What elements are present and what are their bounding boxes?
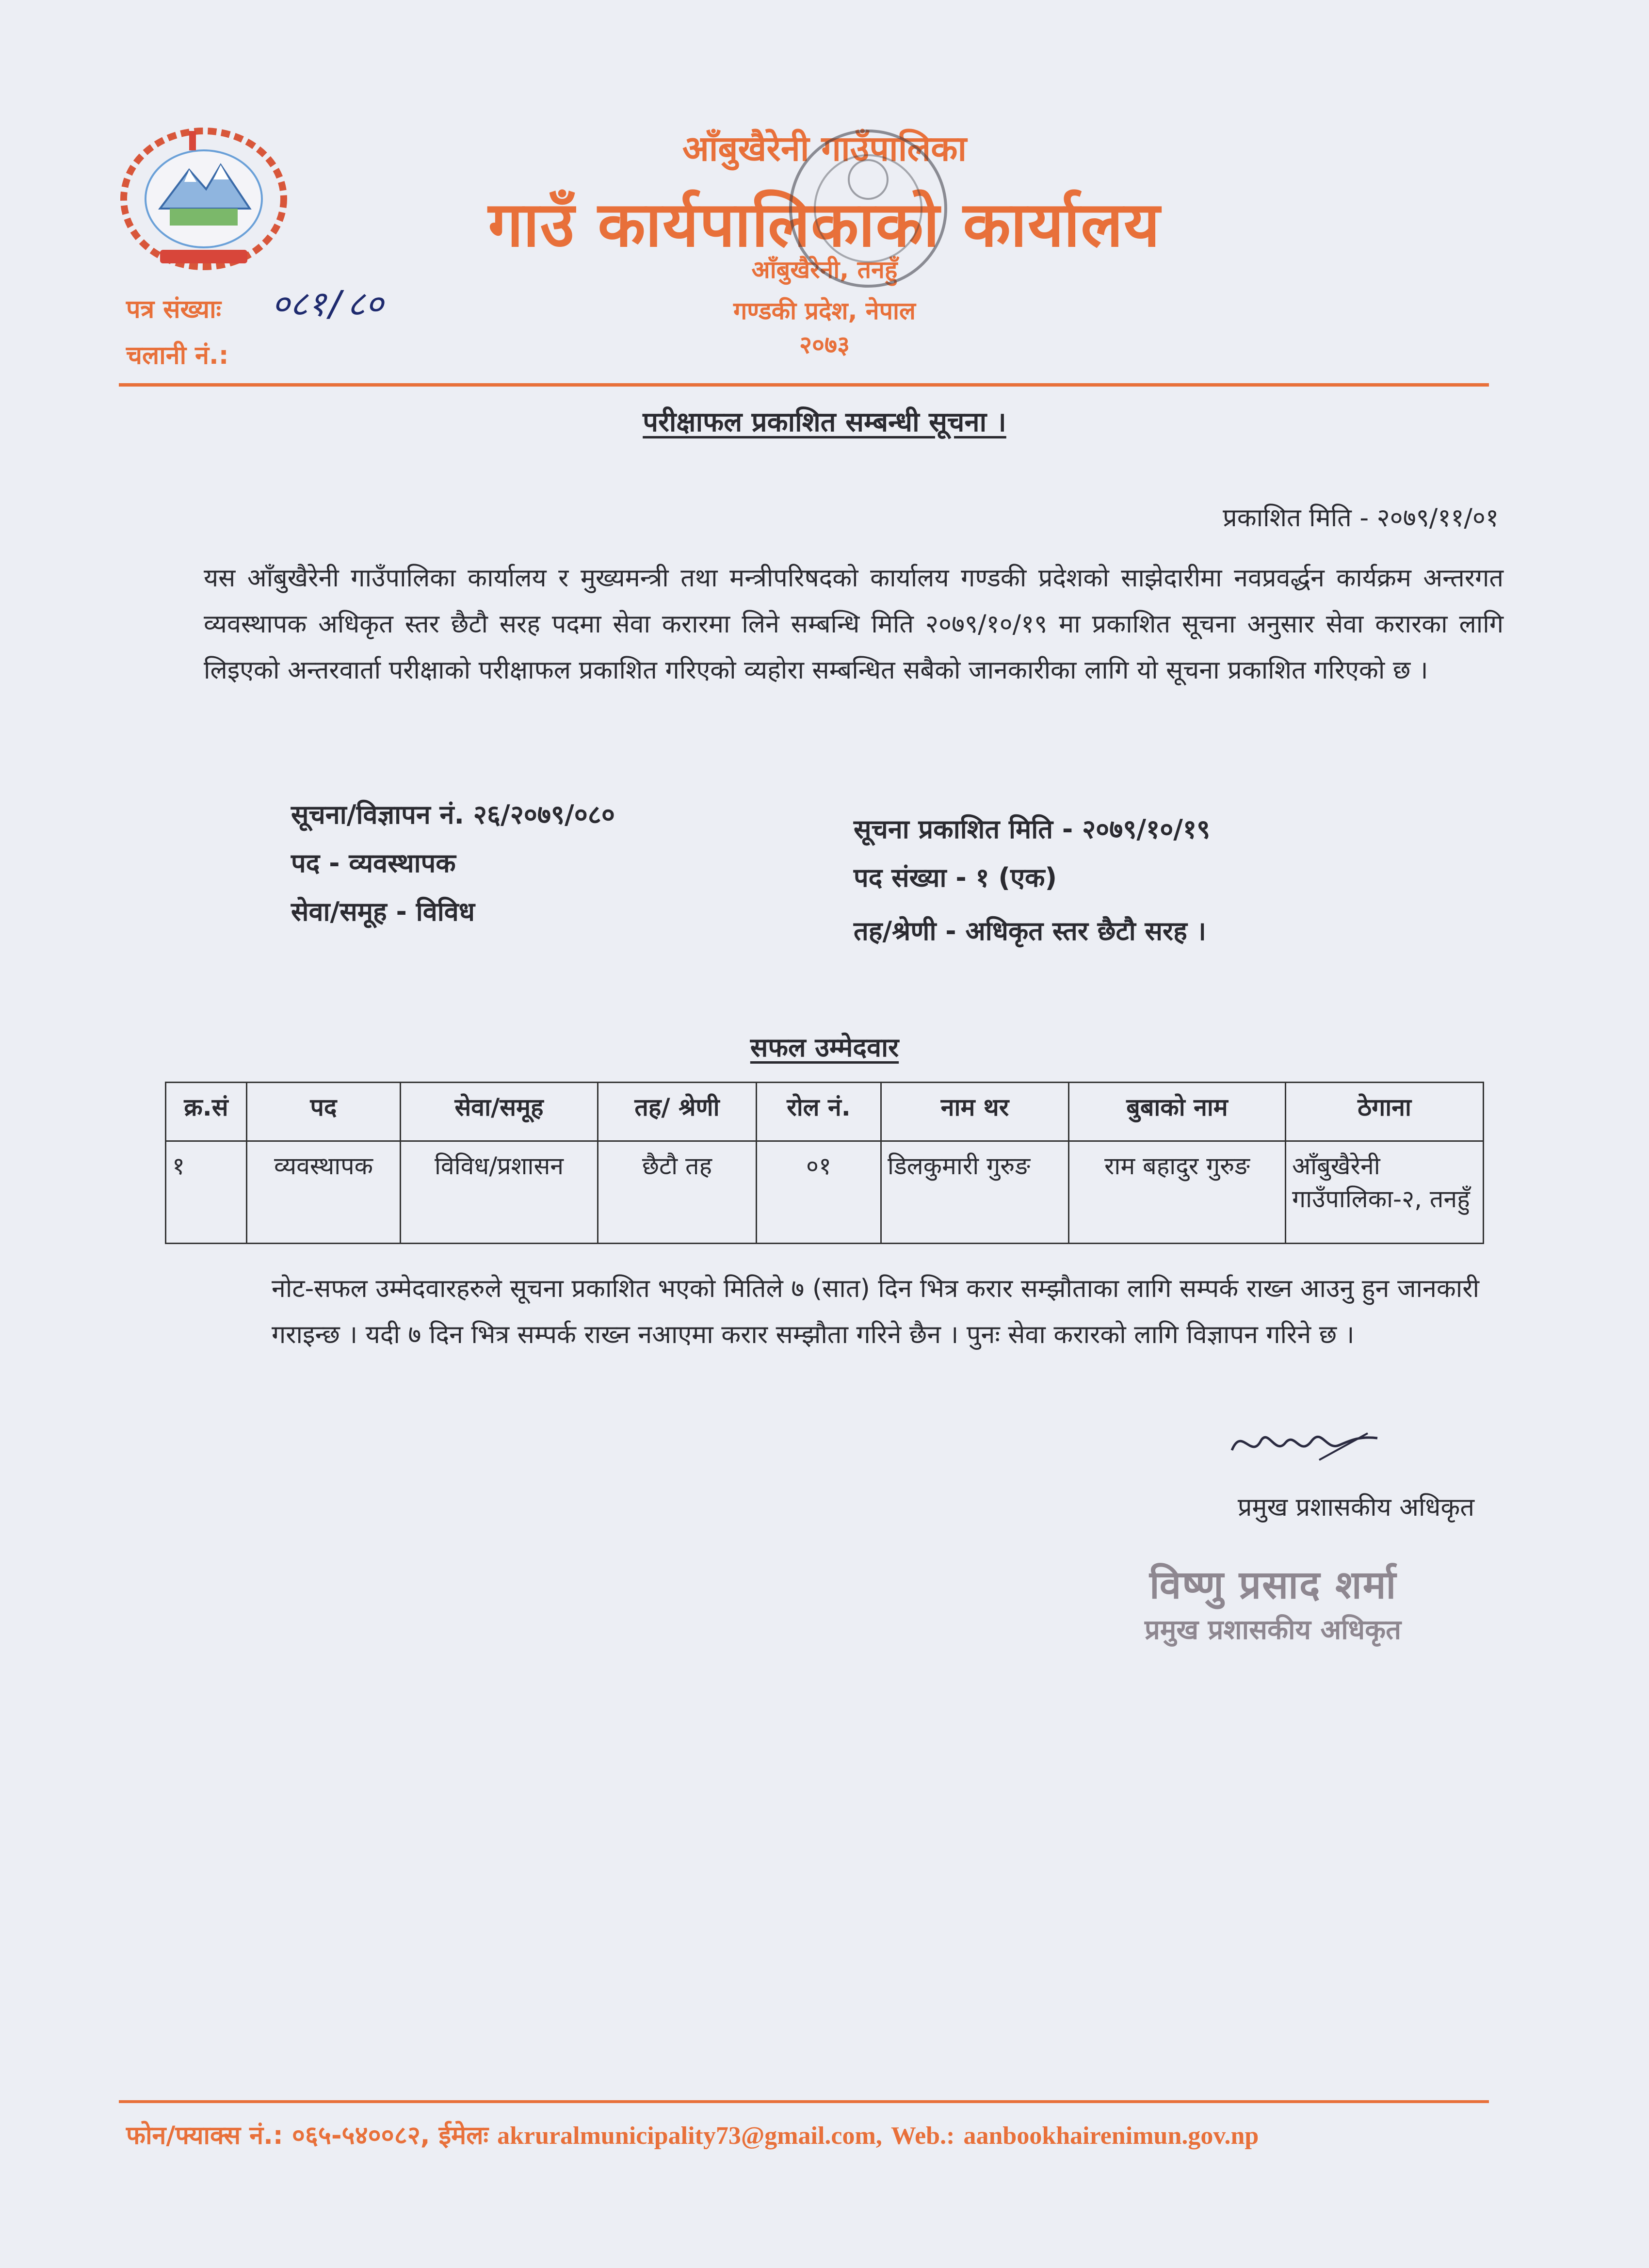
notice-date: सूचना प्रकाशित मिति - २०७९/१०/१९ (854, 814, 1211, 844)
cell-level: छैटौ तह (598, 1141, 757, 1244)
email-link[interactable]: akruralmunicipality73@gmail.com, (497, 2122, 882, 2150)
level: तह/श्रेणी - अधिकृत स्तर छैटौ सरह । (854, 916, 1207, 946)
stamp-title: प्रमुख प्रशासकीय अधिकृत (1145, 1614, 1402, 1646)
location-line1: आँबुखैरेनी, तनहुँ (751, 256, 898, 284)
header-divider (119, 383, 1489, 387)
col-serial: क्र.सं (166, 1083, 247, 1141)
ad-number: सूचना/विज्ञापन नं. २६/२०७९/०८० (291, 799, 615, 830)
post-count: पद संख्या - १ (एक) (854, 862, 1057, 893)
col-level: तह/ श्रेणी (598, 1083, 757, 1141)
results-heading: सफल उम्मेदवार (750, 1032, 899, 1063)
letter-no-value: ०८१/८० (272, 283, 384, 324)
col-roll: रोल नं. (757, 1083, 881, 1141)
cell-post: व्यवस्थापक (247, 1141, 401, 1244)
cell-roll: ०१ (757, 1141, 881, 1244)
cell-serial: १ (166, 1141, 247, 1244)
phone-label: फोन/फ्याक्स नं.: (126, 2121, 283, 2150)
notice-body: यस आँबुखैरेनी गाउँपालिका कार्यालय र मुख्यमन्त्री तथा मन्त्रीपरिषदको कार्यालय गण्डकी प्रदेशको साझेदारीमा नवप्रवर्द्धन कार्यक्रम अन्तरगत व्यवस्थापक अधिकृत स्तर छैटौ सरह पदमा सेवा करारमा लिने सम्बन्धि मिति २०७९/१०/१९ मा प्रकाशित सूचना अनुसार सेवा करारका लागि लिइएको अन्तरवार्ता परीक्षाको परीक्षाफल प्रकाशित गरिएको व्यहोरा सम्बन्धित सबैको जानकारीका लागि यो सूचना प्रकाशित गरिएको छ । (204, 564, 1504, 685)
signature-icon (1222, 1416, 1387, 1470)
web-label: Web.: (890, 2122, 955, 2150)
signatory-title: प्रमुख प्रशासकीय अधिकृत (1237, 1493, 1474, 1522)
table-header-row (166, 1083, 1484, 1141)
results-table (165, 1082, 1484, 1244)
stamp-name: विष्णु प्रसाद शर्मा (1149, 1562, 1397, 1607)
established-year: २०७३ (799, 331, 850, 359)
col-service: सेवा/समूह (401, 1083, 598, 1141)
letter-no-label: पत्र संख्याः (126, 295, 222, 324)
notice-title: परीक्षाफल प्रकाशित सम्बन्धी सूचना । (643, 406, 1006, 438)
cell-father: राम बहादुर गुरुङ (1069, 1141, 1286, 1244)
cell-service: विविध/प्रशासन (401, 1141, 598, 1244)
office-stamp-icon (708, 126, 980, 330)
office-title: गाउँ कार्यपालिकाको कार्यालय (488, 189, 1161, 261)
post: पद - व्यवस्थापक (291, 848, 456, 878)
phone-value: ०६५-५४००८२, (291, 2121, 430, 2150)
note-text: नोट-सफल उम्मेदवारहरुले सूचना प्रकाशित भएको मितिले ७ (सात) दिन भित्र करार सम्झौताका लागि सम्पर्क राख्न आउनु हुन जानकारी गराइन्छ । यदी ७ दिन भित्र सम्पर्क राख्न नआएमा करार सम्झौता गरिने छैन । पुनः सेवा करारको लागि विज्ञापन गरिने छ । (272, 1274, 1479, 1349)
published-date: प्रकाशित मिति - २०७९/११/०१ (1223, 503, 1499, 533)
footer-contact (126, 2117, 1259, 2152)
service-group: सेवा/समूह - विविध (291, 896, 475, 927)
municipality-name: आँबुखैरेनी गाउँपालिका (682, 128, 967, 169)
cell-address: आँबुखैरेनी गाउँपालिका-२, तनहुँ (1286, 1141, 1484, 1244)
web-link[interactable]: aanbookhairenimun.gov.np (963, 2122, 1259, 2150)
location-line2: गण्डकी प्रदेश, नेपाल (733, 297, 916, 325)
email-label: ईमेलः (438, 2121, 489, 2150)
col-father: बुबाको नाम (1069, 1083, 1286, 1141)
col-name: नाम थर (881, 1083, 1069, 1141)
cell-name: डिलकुमारी गुरुङ (881, 1141, 1069, 1244)
col-address: ठेगाना (1286, 1083, 1484, 1141)
dispatch-no-label: चलानी नं.: (126, 341, 229, 370)
table-row (166, 1141, 1484, 1244)
col-post: पद (247, 1083, 401, 1141)
footer-divider (119, 2100, 1489, 2103)
